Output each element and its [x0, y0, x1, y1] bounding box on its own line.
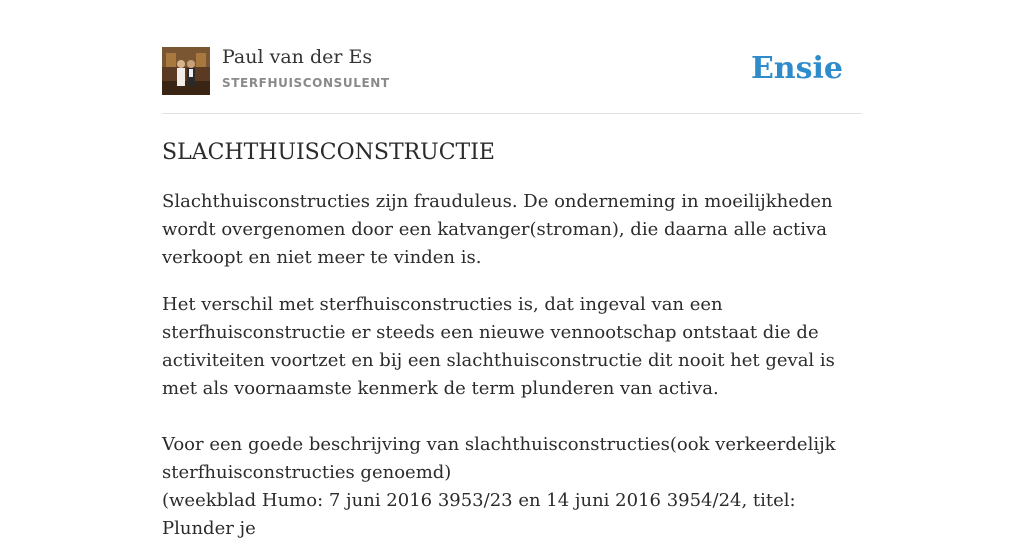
article-paragraph: Het verschil met sterfhuisconstructies is, dat ingeval van een sterfhuisconstructie er steeds een nieuwe vennootschap ontstaat die de activiteiten voortzet en bij een slachthuisconstructie dit nooit het geval is met als voornaamste kenmerk de term plunderen van activa.: [162, 294, 835, 399]
article-paragraph-line: Voor een goede beschrijving van slachthuisconstructies(ook verkeerdelijk sterfhuisconstructies genoemd): [162, 434, 836, 483]
article-body: [162, 137, 862, 543]
article-paragraph-line: (weekblad Humo: 7 juni 2016 3953/23 en 14 juni 2016 3954/24, titel: Plunder je: [162, 490, 796, 539]
author-avatar[interactable]: [162, 47, 210, 95]
header-divider: [162, 113, 862, 114]
author-name[interactable]: Paul van der Es: [222, 46, 373, 68]
brand-logo[interactable]: Ensie: [750, 51, 843, 86]
article-title: SLACHTHUISCONSTRUCTIE: [162, 140, 495, 165]
article-paragraph: Slachthuisconstructies zijn frauduleus. De onderneming in moeilijkheden wordt overgenomen door een katvanger(stroman), die daarna alle activa verkoopt en niet meer te vinden is.: [162, 191, 833, 268]
author-role: STERFHUISCONSULENT: [222, 76, 390, 90]
author-header: [162, 46, 862, 96]
profile-photo-icon: [162, 47, 210, 95]
